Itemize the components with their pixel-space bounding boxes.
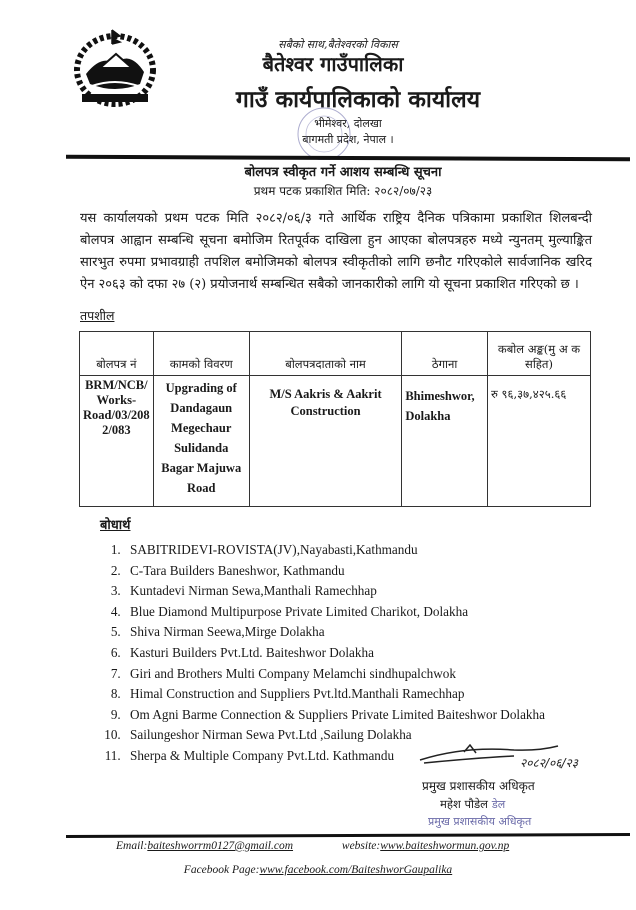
website-link[interactable]: www.baiteshwormun.gov.np <box>380 840 510 852</box>
facebook-label: Facebook Page: <box>183 864 260 876</box>
list-item: 10. Sailungeshor Nirman Sewa Pvt.Ltd ,Sailung Dolakha <box>124 725 594 746</box>
address-line-2: बागमती प्रदेश, नेपाल । <box>302 133 394 146</box>
list-item: 11. Sherpa & Multiple Company Pvt.Ltd. Kathmandu <box>124 746 594 767</box>
list-item: 9. Om Agni Barme Connection & Suppliers Private Limited Baiteshwor Dolakha <box>124 705 594 726</box>
signatory-role: प्रमुख प्रशासकीय अधिकृत <box>422 779 535 793</box>
email-link[interactable]: baiteshworrm0127@gmail.com <box>147 840 294 852</box>
notice-body: यस कार्यालयको प्रथम पटक मिति २०८२/०६/३ गते आर्थिक राष्ट्रिय दैनिक पत्रिकामा प्रकाशित शिलबन्दी बोलपत्र आह्वान सम्बन्धि सूचना बमोजिम रितपूर्वक दाखिला हुन आएका बोलपत्रहरु मध्ये न्युनतम् मुल्याङ्कित सारभुत रुपमा प्रभावग्राही तपशिल बमोजिमको बोलपत्र स्वीकृतीको लागि छनौट गरिएकोले सार्वजानिक खरिद ऐन २०६३ को दफा २७ (२) प्रयोजनार्थ सम्बन्धित सबैको जानकारीको लागि यो सूचना प्रकाशित गरिएको छ । <box>80 211 592 292</box>
list-item: 8. Himal Construction and Suppliers Pvt.ltd.Manthali Ramechhap <box>124 684 594 705</box>
list-item: 3. Kuntadevi Nirman Sewa,Manthali Ramechhap <box>124 581 594 602</box>
table-row <box>80 376 591 507</box>
cell-address: Bhimeshwor, Dolakha <box>402 376 488 507</box>
header-work-description: कामको विवरण <box>153 332 249 376</box>
notice-title: बोलपत्र स्वीकृत गर्ने आशय सम्बन्धि सूचना <box>244 165 442 180</box>
facebook-link[interactable]: www.facebook.com/BaiteshworGaupalika <box>259 864 453 876</box>
office-stamp <box>284 104 364 160</box>
cc-list <box>100 540 594 767</box>
signatory-name-line <box>440 796 505 813</box>
slogan: सबैको साथ,बैतेश्वरको विकास <box>278 38 398 51</box>
cell-bid-no: BRM/NCB/ Works- Road/03/208 2/083 <box>80 376 154 507</box>
bid-table <box>79 331 591 507</box>
published-date: प्रथम पटक प्रकाशित मिति: २०८२/०७/२३ <box>253 184 433 198</box>
cc-label: बोधार्थ <box>100 518 131 533</box>
table-header-row <box>80 332 591 376</box>
signature-date: २०८२/०६/२३ <box>520 756 579 770</box>
header-bidder-name: बोलपत्रदाताको नाम <box>249 332 402 376</box>
signature-stamp-role: प्रमुख प्रशासकीय अधिकृत <box>428 815 532 828</box>
schedule-label: तपशील <box>80 308 115 323</box>
list-item: 2. C-Tara Builders Baneshwor, Kathmandu <box>124 561 594 582</box>
cell-bid-amount: रु ९६,३७,४२५.६६ <box>488 376 591 507</box>
signature-stamp-name: डेल <box>491 798 506 811</box>
municipality-name: बैतेश्वर गाउँपालिका <box>262 52 404 76</box>
address-line-1: भीमेश्वर, दोलखा <box>314 117 382 130</box>
header-divider <box>66 155 630 161</box>
cell-work-description: Upgrading of Dandagaun Megechaur Sulidanda Bagar Majuwa Road <box>153 376 249 507</box>
list-item: 4. Blue Diamond Multipurpose Private Limited Charikot, Dolakha <box>124 602 594 623</box>
list-item: 1. SABITRIDEVI-ROVISTA(JV),Nayabasti,Kathmandu <box>124 540 594 561</box>
cell-bidder-name: M/S Aakris & Aakrit Construction <box>249 376 402 507</box>
office-name: गाउँ कार्यपालिकाको कार्यालय <box>235 86 481 113</box>
list-item: 6. Kasturi Builders Pvt.Ltd. Baiteshwor Dolakha <box>124 643 594 664</box>
footer-contact <box>116 840 509 852</box>
list-item: 7. Giri and Brothers Multi Company Melamchi sindhupalchwok <box>124 664 594 685</box>
header-bid-no: बोलपत्र नं <box>80 332 154 376</box>
header-address: ठेगाना <box>402 332 488 376</box>
list-item: 5. Shiva Nirman Seewa,Mirge Dolakha <box>124 622 594 643</box>
signatory-name: महेश पौडेल <box>440 797 488 811</box>
footer-facebook <box>0 864 636 876</box>
email-label: Email: <box>116 840 148 852</box>
footer-divider <box>66 833 630 838</box>
website-label: website: <box>341 840 381 852</box>
header-bid-amount: कबोल अङ्क(मु अ क सहित) <box>488 332 591 376</box>
